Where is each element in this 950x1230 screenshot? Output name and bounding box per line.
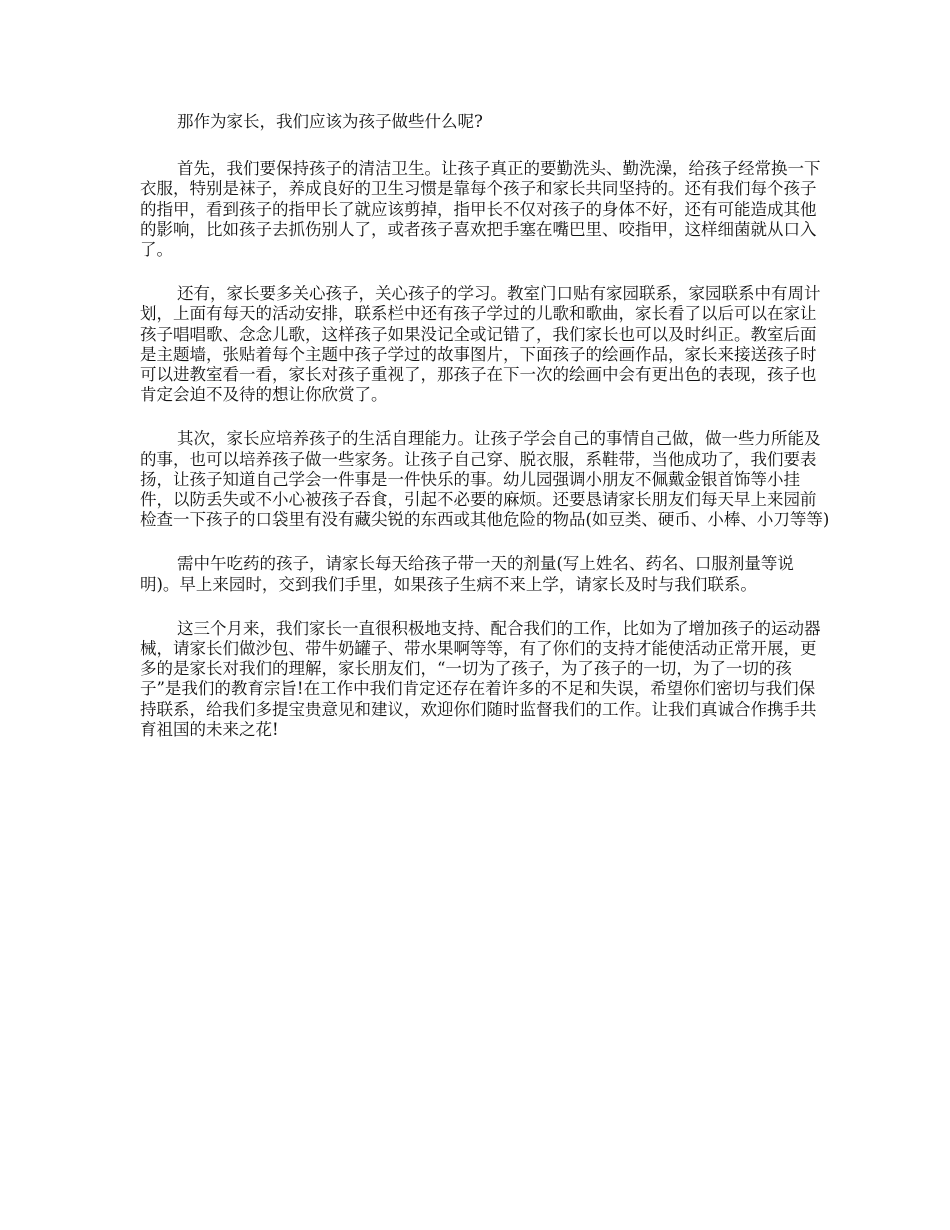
intro-question: 那作为家长，我们应该为孩子做些什么呢? (177, 112, 483, 131)
paragraph-self-care: 其次，家长应培养孩子的生活自理能力。让孩子学会自己的事情自己做，做一些力所能及的事，也可以培养孩子做一些家务。让孩子自己穿、脱衣服，系鞋带，当他成功了，我们要表扬，让孩子知道自己学会一件事是一件快乐的事。幼儿园强调小朋友不佩戴金银首饰等小挂件，以防丢失或不小心被孩子吞食，引起不必要的麻烦。还要恳请家长朋友们每天早上来园前检查一下孩子的口袋里有没有藏尖锐的东西或其他危险的物品(如豆类、硬币、小棒、小刀等等) (140, 429, 830, 530)
paragraph-hygiene: 首先，我们要保持孩子的清洁卫生。让孩子真正的要勤洗头、勤洗澡，给孩子经常换一下衣服，特别是袜子，养成良好的卫生习惯是靠每个孩子和家长共同坚持的。还有我们每个孩子的指甲，看到孩子的指甲长了就应该剪掉，指甲长不仅对孩子的身体不好，还有可能造成其他的影响，比如孩子去抓伤别人了，或者孩子喜欢把手塞在嘴巴里、咬指甲，这样细菌就从口入了。 (140, 159, 821, 260)
paragraph-thanks: 这三个月来，我们家长一直很积极地支持、配合我们的工作，比如为了增加孩子的运动器械，请家长们做沙包、带牛奶罐子、带水果啊等等，有了你们的支持才能使活动正常开展，更多的是家长对我们的理解，家长朋友们，“一切为了孩子，为了孩子的一切，为了一切的孩子”是我们的教育宗旨!在工作中我们肯定还存在着许多的不足和失误，希望你们密切与我们保持联系，给我们多提宝贵意见和建议，欢迎你们随时监督我们的工作。让我们真诚合作携手共育祖国的未来之花! (140, 618, 821, 739)
paragraph-medicine: 需中午吃药的孩子，请家长每天给孩子带一天的剂量(写上姓名、药名、口服剂量等说明)。早上来园时，交到我们手里，如果孩子生病不来上学，请家长及时与我们联系。 (140, 554, 794, 594)
document-body (140, 112, 830, 764)
paragraph-learning: 还有，家长要多关心孩子，关心孩子的学习。教室门口贴有家园联系，家园联系中有周计划，上面有每天的活动安排，联系栏中还有孩子学过的儿歌和歌曲，家长看了以后可以在家让孩子唱唱歌、念念儿歌，这样孩子如果没记全或记错了，我们家长也可以及时纠正。教室后面是主题墙，张贴着每个主题中孩子学过的故事图片，下面孩子的绘画作品，家长来接送孩子时可以进教室看一看，家长对孩子重视了，那孩子在下一次的绘画中会有更出色的表现，孩子也肯定会迫不及待的想让你欣赏了。 (140, 284, 821, 405)
